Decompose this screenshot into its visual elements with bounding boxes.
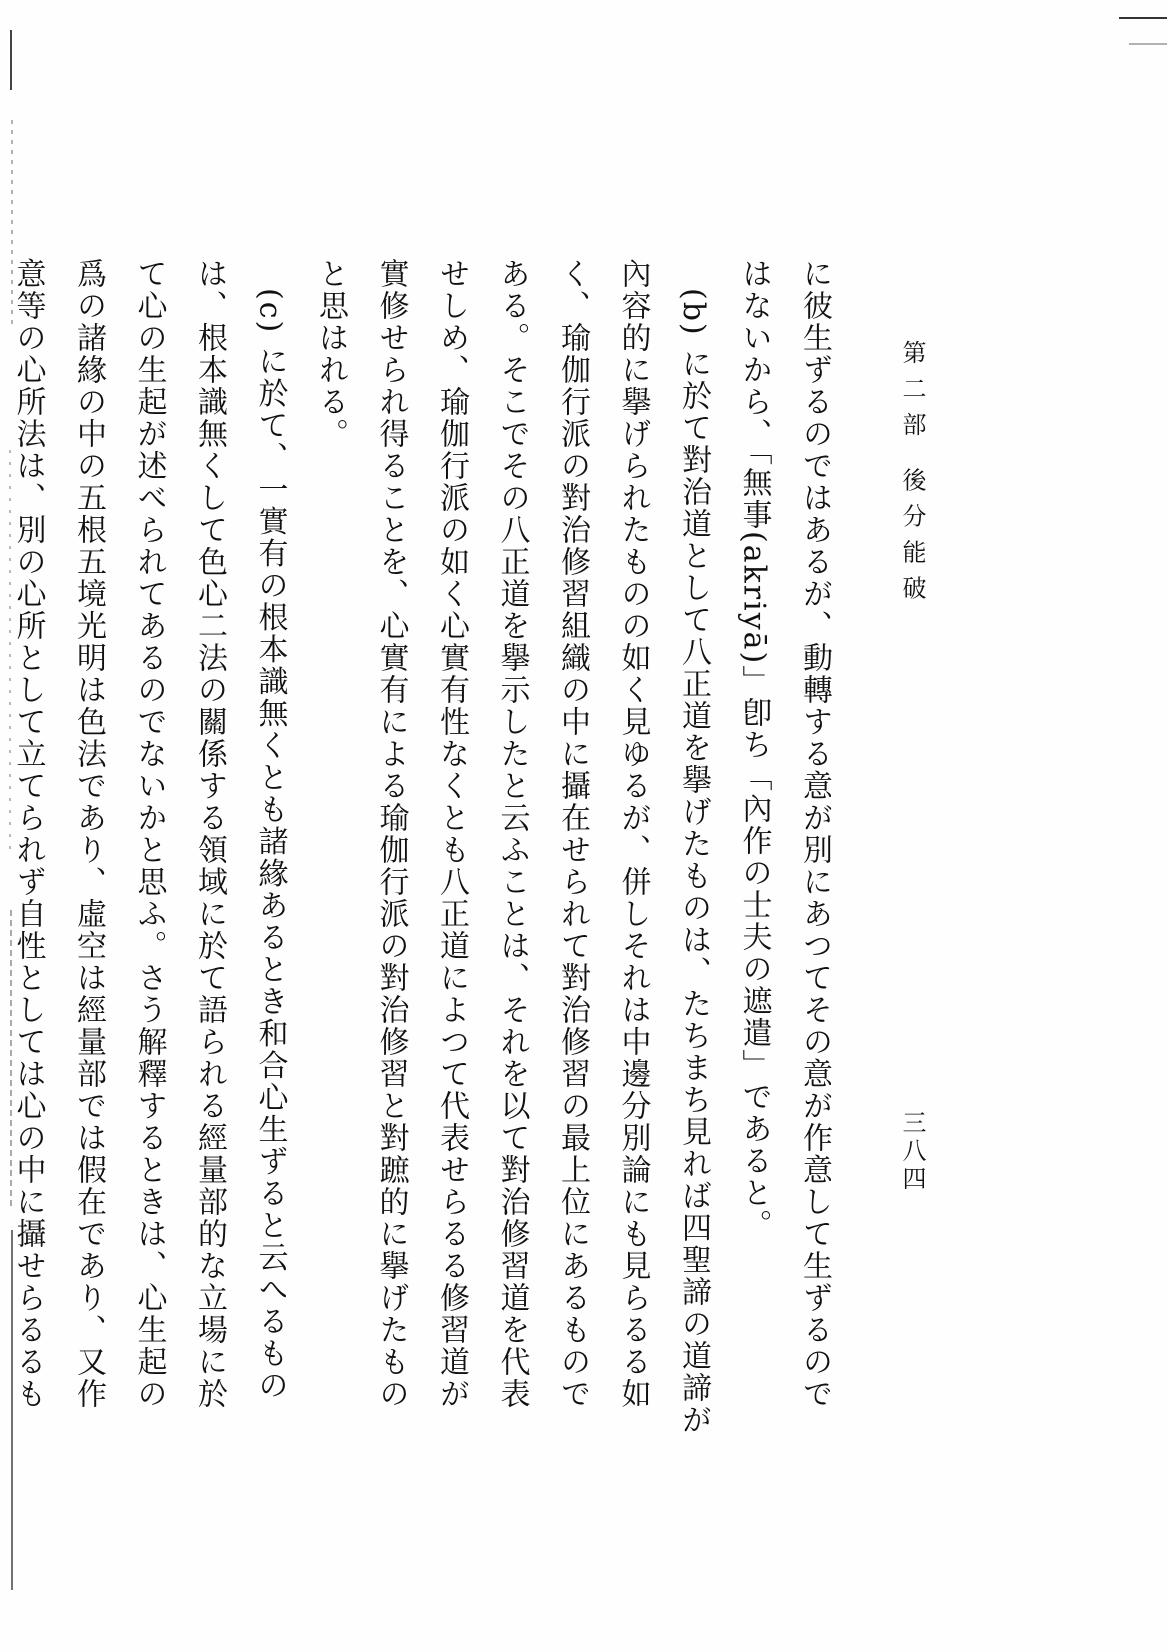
page-number: 三八四: [898, 1110, 926, 1194]
paragraph: (c) に於て、一實有の根本識無くとも諸緣あるとき和合心生ずると云へるものは、根本識無くして色心二法の關係する領域に於て語られる經量部的な立場に於て心の生起が述べられてあるのでないかと思ふ。さう解釋するときは、心生起の爲の諸緣の中の五根五境光明は色法であり、虛空は經量部では假在であり、又作意等の心所法は、別の心所として立てられず自性としては心の中に攝せらるるも: [10, 258, 288, 1410]
paragraph: に彼生ずるのではあるが、動轉する意が別にあつてその意が作意して生ずるのではないから、「無事(akriyā)」卽ち「內作の士夫の遮遣」であると。: [736, 258, 832, 1410]
paragraph: (b) に於て對治道として八正道を擧げたものは、たちまち見れば四聖諦の道諦が內容的に擧げられたものの如く見ゆるが、併しそれは中邊分別論にも見らるる如く、瑜伽行派の對治修習組織の中に攝在せられて對治修習の最上位にあるものである。そこでその八正道を擧示したと云ふことは、それを以て對治修習道を代表せしめ、瑜伽行派の如く心實有性なくとも八正道によつて代表せらるる修習道が實修せられ得ることを、心實有による瑜伽行派の對治修習と對蹠的に擧げたものと思はれる。: [313, 258, 711, 1437]
running-header-title: 第二部 後分能破: [898, 340, 926, 612]
body-text: [0, 258, 844, 1438]
corner-mark: [1109, 12, 1169, 52]
